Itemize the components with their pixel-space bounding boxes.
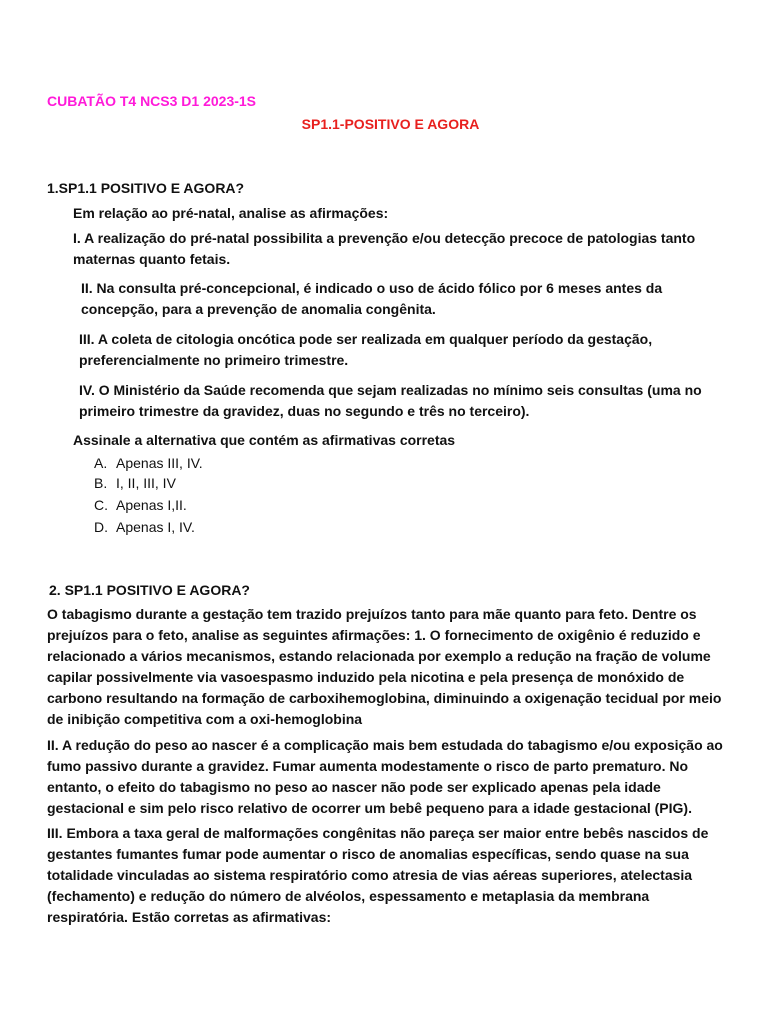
option-text: Apenas I,II. xyxy=(116,497,187,513)
question-2-paragraph-2: II. A redução do peso ao nascer é a complicação mais bem estudada do tabagismo e/ou exposição ao fumo passivo durante a gravidez. Fumar aumenta modestamente o risco de parto prematuro. No entanto, o efeito do tabagismo no peso ao nascer não pode ser explicado apenas pela idade gestacional e sim pelo risco relativo de ocorrer um bebê pequeno para a idade gestacional (PIG). xyxy=(47,737,723,816)
option-b[interactable] xyxy=(94,473,176,493)
option-a[interactable] xyxy=(94,453,203,473)
question-1-intro: Em relação ao pré-natal, analise as afirmações: xyxy=(73,205,389,221)
question-2-title: 2. SP1.1 POSITIVO E AGORA? xyxy=(49,582,250,598)
question-1-statement-3: III. A coleta de citologia oncótica pode ser realizada em qualquer período da gestação, preferencialmente no primeiro trimestre. xyxy=(79,331,653,368)
question-2-paragraph-3: III. Embora a taxa geral de malformações congênitas não pareça ser maior entre bebês nascidos de gestantes fumantes fumar pode aumentar o risco de anomalias específicas, sendo quase na sua totalidade vinculadas ao sistema respiratório como atresia de vias aéreas superiores, atelectasia (fechamento) e redução do número de alvéolos, espessamento e metaplasia da membrana respiratória. Estão corretas as afirmativas: xyxy=(47,825,709,925)
question-1-prompt: Assinale a alternativa que contém as afirmativas corretas xyxy=(73,432,456,448)
option-letter: A. xyxy=(94,455,108,471)
option-c[interactable] xyxy=(94,495,187,515)
course-code: CUBATÃO T4 NCS3 D1 2023-1S xyxy=(47,93,257,109)
option-letter: B. xyxy=(94,475,108,491)
option-d[interactable] xyxy=(94,517,195,537)
question-1-statement-2: II. Na consulta pré-concepcional, é indicado o uso de ácido fólico por 6 meses antes da concepção, para a prevenção de anomalia congênita. xyxy=(81,280,663,317)
question-2-paragraph-1: O tabagismo durante a gestação tem trazido prejuízos tanto para mãe quanto para feto. Dentre os prejuízos para o feto, analise as seguintes afirmações: 1. O fornecimento de oxigênio é reduzido e relacionado a vários mecanismos, estando relacionada por exemplo a redução na fração de volume capilar possivelmente via vasoespasmo induzido pela nicotina e pela presença de monóxido de carbono resultando na formação de carboxihemoglobina, diminuindo a oxigenação tecidual por meio de inibição competitiva com a oxi-hemoglobina xyxy=(47,606,722,727)
option-text: Apenas I, IV. xyxy=(116,519,195,535)
question-1-statement-1: I. A realização do pré-natal possibilita a prevenção e/ou detecção precoce de patologias tanto maternas quanto fetais. xyxy=(73,230,696,267)
option-letter: D. xyxy=(94,519,108,535)
question-1-title: 1.SP1.1 POSITIVO E AGORA? xyxy=(47,180,245,196)
question-1-statement-4: IV. O Ministério da Saúde recomenda que sejam realizadas no mínimo seis consultas (uma no primeiro trimestre da gravidez, duas no segundo e três no terceiro). xyxy=(79,382,702,419)
option-text: I, II, III, IV xyxy=(116,475,176,491)
option-text: Apenas III, IV. xyxy=(116,455,203,471)
session-title: SP1.1-POSITIVO E AGORA xyxy=(301,116,480,132)
option-letter: C. xyxy=(94,497,108,513)
